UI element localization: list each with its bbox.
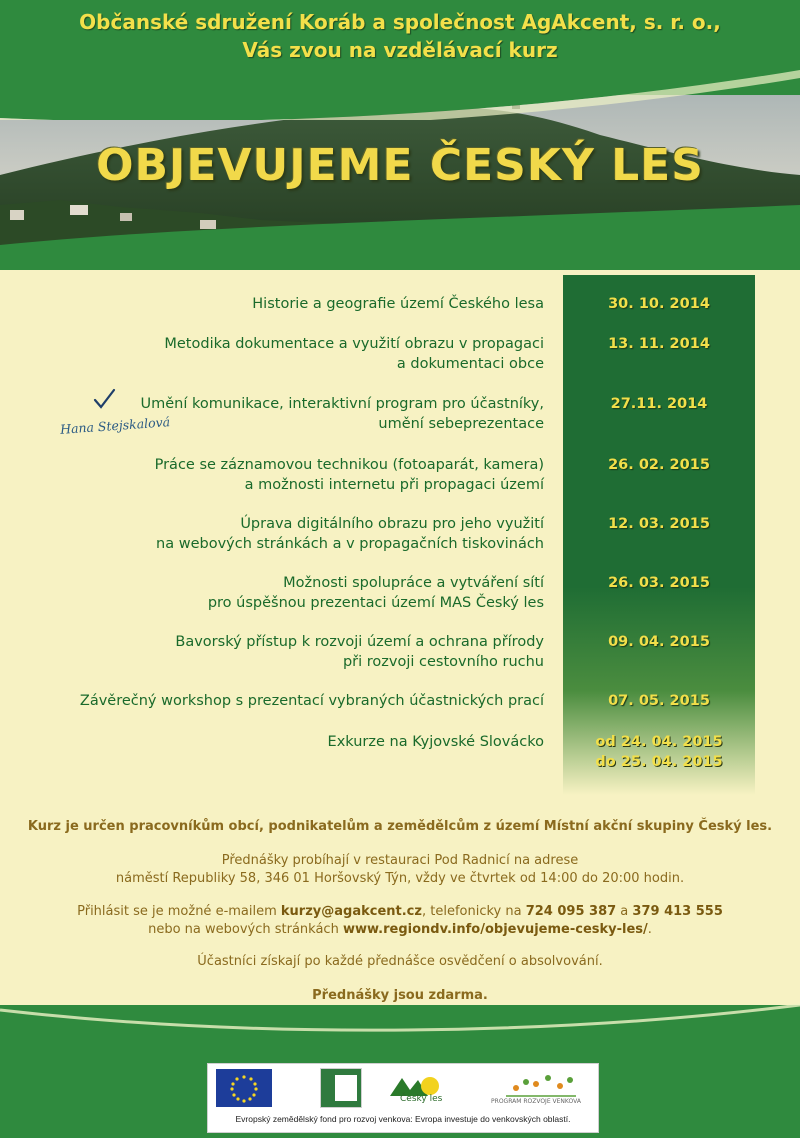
course-date: 27.11. 2014 — [610, 396, 708, 412]
course-date: 13. 11. 2014 — [608, 336, 710, 352]
course-topic: Historie a geografie území Českého lesa — [252, 296, 544, 312]
invitation-line-2: Vás zvou na vzdělávací kurz — [242, 38, 558, 62]
course-topic: Práce se záznamovou technikou (fotoaparát, kamera) a možnosti internetu při propagaci území — [154, 457, 544, 493]
course-topic: Umění komunikace, interaktivní program pro účastníky, umění sebeprezentace — [140, 396, 544, 432]
course-topic: Bavorský přístup k rozvoji území a ochrana přírody při rozvoji cestovního ruchu — [175, 634, 544, 670]
course-topic: Exkurze na Kyjovské Slovácko — [327, 734, 544, 750]
website-link[interactable]: www.regiondv.info/objevujeme-cesky-les/ — [342, 922, 648, 937]
handwritten-signature: Hana Stejskalová — [59, 414, 171, 437]
free-note: Přednášky jsou zdarma. — [312, 988, 488, 1003]
eu-flag-logo — [216, 1069, 272, 1107]
footer-curve — [0, 985, 800, 1045]
invitation-line-1: Občanské sdružení Koráb a společnost AgAkcent, s. r. o., — [79, 10, 721, 34]
mas-logo-label: Český les — [400, 1094, 443, 1104]
course-topic: Metodika dokumentace a využití obrazu v propagaci a dokumentaci obce — [164, 336, 544, 372]
course-date: 07. 05. 2015 — [608, 693, 710, 709]
prv-logo-label: PROGRAM ROZVOJE VENKOVA — [491, 1098, 581, 1105]
course-topic: Závěrečný workshop s prezentací vybraných účastnických prací — [79, 693, 544, 709]
sponsor-logos — [207, 1063, 599, 1133]
course-title: OBJEVUJEME ČESKÝ LES — [96, 140, 704, 191]
course-date: od 24. 04. 2015 do 25. 04. 2015 — [595, 734, 723, 770]
course-date: 26. 03. 2015 — [608, 575, 710, 591]
contact-phone-1: 724 095 387 — [525, 904, 617, 919]
program-rozvoje-venkova-logo — [496, 1068, 586, 1102]
course-date: 12. 03. 2015 — [608, 516, 710, 532]
venue-info: Přednášky probíhají v restauraci Pod Radnicí na adrese náměstí Republiky 58, 346 01 Horšovský Týn, vždy ve čtvrtek od 14:00 do 20:00 hodin. — [115, 853, 685, 886]
course-date: 30. 10. 2014 — [608, 296, 710, 312]
header-banner — [0, 0, 800, 270]
course-topic: Možnosti spolupráce a vytváření sítí pro úspěšnou prezentaci území MAS Český les — [207, 575, 544, 611]
contact-email[interactable]: kurzy@agakcent.cz — [280, 904, 422, 919]
certificate-note: Účastníci získají po každé přednášce osvědčení o absolvování. — [197, 954, 603, 969]
logos-caption: Evropský zemědělský fond pro rozvoj venkova: Evropa investuje do venkovských oblastí. — [235, 1114, 571, 1124]
contact-phone-2: 379 413 555 — [632, 904, 723, 919]
course-date: 26. 02. 2015 — [608, 457, 710, 473]
audience-note: Kurz je určen pracovníkům obcí, podnikatelům a zemědělcům z území Místní akční skupiny Český les. — [27, 819, 773, 834]
course-topic: Úprava digitálního obrazu pro jeho využití na webových stránkách a v propagačních tiskovinách — [156, 516, 544, 552]
signup-info: Přihlásit se je možné e-mailem kurzy@agakcent.cz, telefonicky na 724 095 387 a 379 413 555 nebo na webových stránkách www.regiondv.info/objevujeme-cesky-les/. — [77, 904, 723, 937]
checkmark-icon — [92, 388, 116, 412]
leader-logo — [320, 1068, 362, 1108]
course-date: 09. 04. 2015 — [608, 634, 710, 650]
